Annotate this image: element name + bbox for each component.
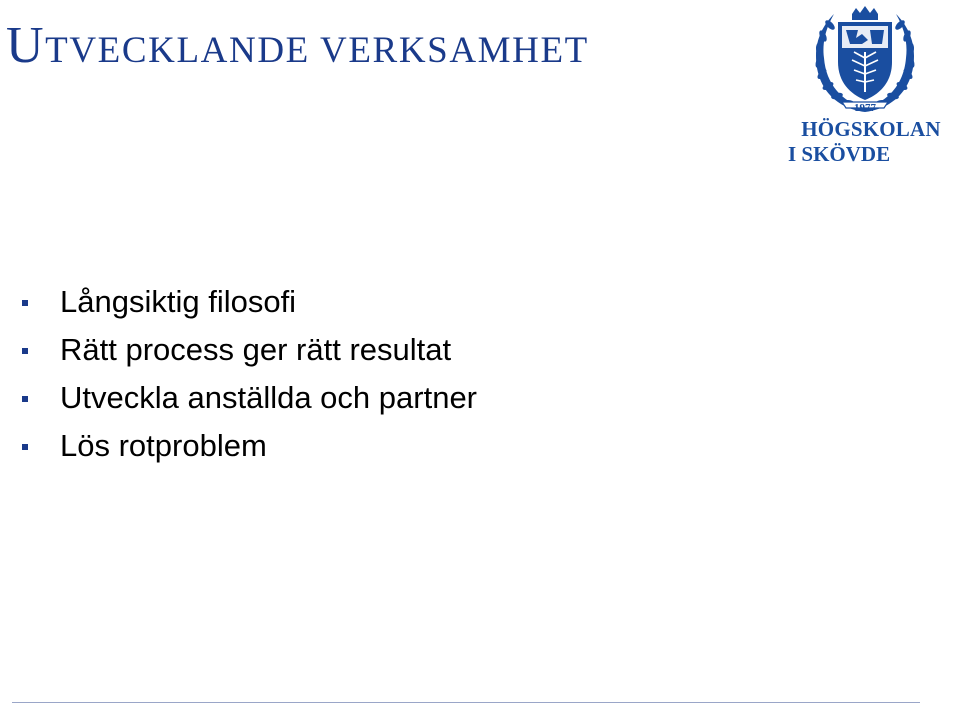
bullet-text: Utveckla anställda och partner bbox=[60, 380, 478, 415]
bullet-text: Lös rotproblem bbox=[60, 428, 267, 463]
logo-text-line1: HÖGSKOLAN bbox=[801, 117, 941, 141]
logo-year: 1977 bbox=[854, 102, 876, 114]
logo-text-line2: I SKÖVDE bbox=[788, 142, 891, 166]
square-bullet-icon bbox=[22, 348, 28, 354]
bullet-text: Långsiktig filosofi bbox=[60, 284, 297, 319]
square-bullet-icon bbox=[22, 444, 28, 450]
slide-title-rest: TVECKLANDE VERKSAMHET bbox=[45, 30, 589, 71]
university-seal-icon bbox=[806, 4, 924, 118]
slide-title-initial: U bbox=[6, 17, 46, 74]
square-bullet-icon bbox=[22, 300, 28, 306]
bullet-text: Rätt process ger rätt resultat bbox=[60, 332, 452, 367]
slide-title bbox=[6, 17, 589, 74]
footer-divider bbox=[12, 702, 920, 703]
university-logo bbox=[786, 4, 956, 168]
square-bullet-icon bbox=[22, 396, 28, 402]
